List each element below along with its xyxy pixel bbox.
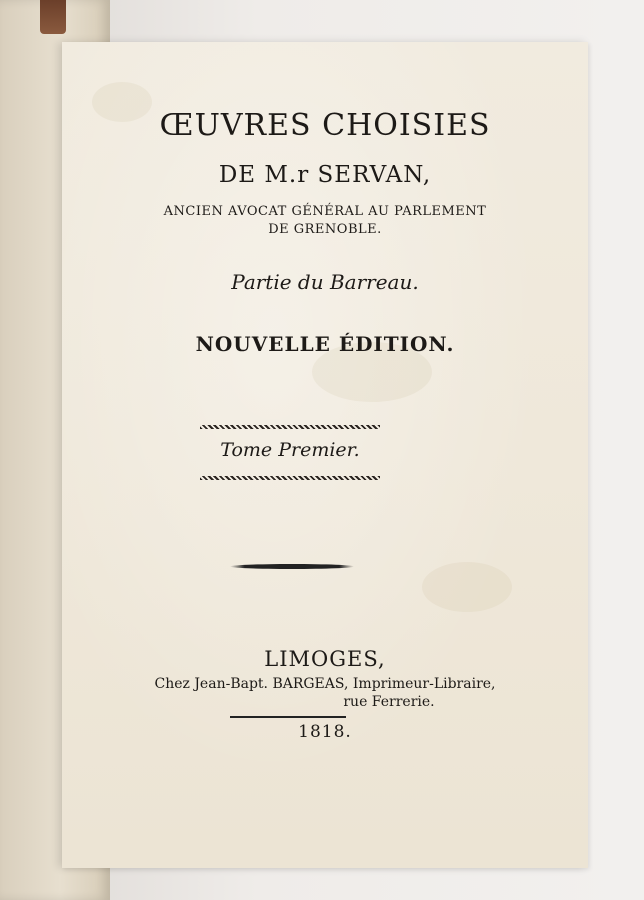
publisher-line1: Chez Jean-Bapt. BARGEAS, Imprimeur-Libraire, [154,676,496,692]
volume-label: Tome Premier. [220,439,360,461]
ornamental-rule-bottom [200,476,380,480]
author-description-line2: DE GRENOBLE. [268,222,382,237]
book-spine [40,0,66,34]
edition-label: NOUVELLE ÉDITION. [195,332,455,356]
author-description-line1: ANCIEN AVOCAT GÉNÉRAL AU PARLEMENT [163,204,487,219]
publisher-line2: rue Ferrerie. [343,694,435,710]
section-script: Partie du Barreau. [231,270,419,294]
paper-stain [422,562,512,612]
book-title: ŒUVRES CHOISIES [159,108,491,143]
imprint-year: 1818. [298,722,352,742]
imprint-rule [230,716,346,718]
title-page [62,42,588,868]
ornamental-rule-top [200,425,380,429]
imprint-place: LIMOGES, [264,647,386,671]
decorative-rule [230,564,354,569]
author-line: DE M.r SERVAN, [218,162,432,188]
